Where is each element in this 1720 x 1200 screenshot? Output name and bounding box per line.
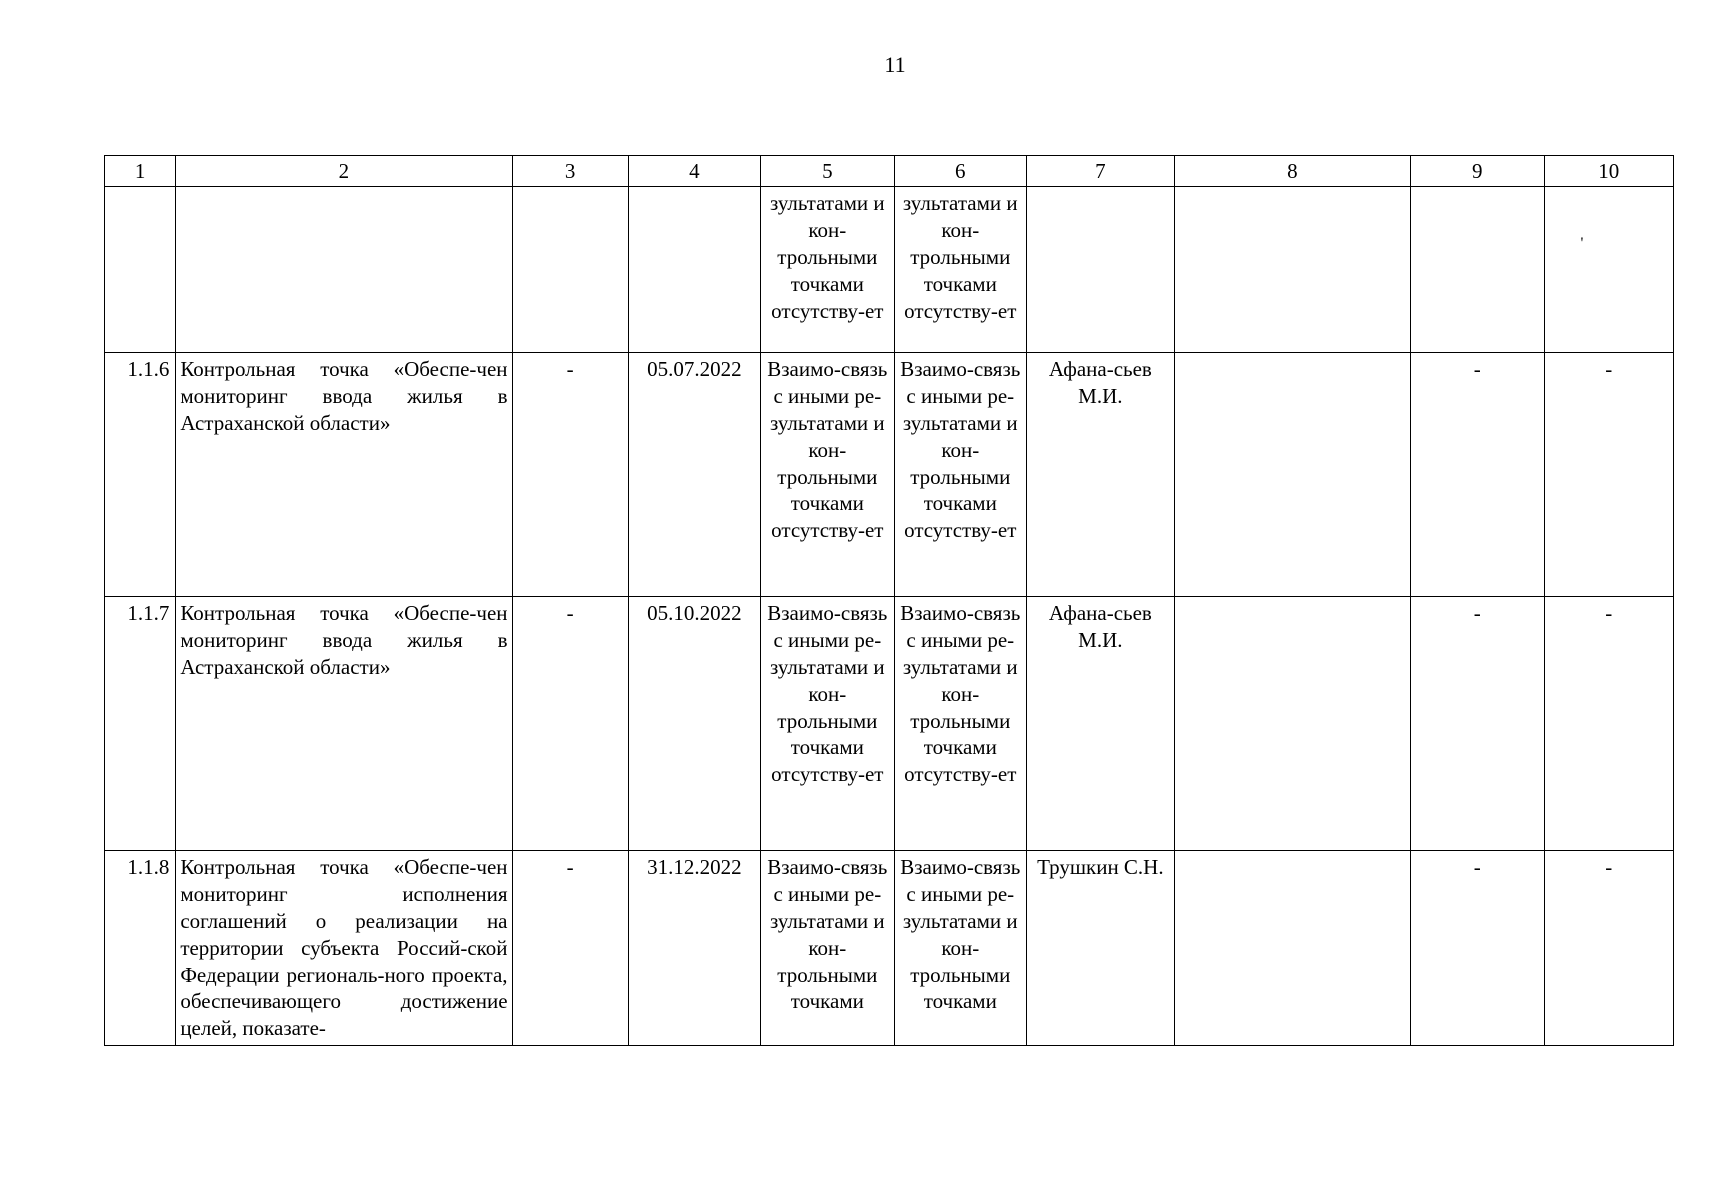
cell-empty xyxy=(1411,187,1544,353)
header-cell: 8 xyxy=(1174,156,1410,187)
cell-empty xyxy=(1174,597,1410,851)
header-cell: 5 xyxy=(761,156,894,187)
cell-date: 05.10.2022 xyxy=(628,597,760,851)
cell-date: 05.07.2022 xyxy=(628,353,760,597)
cell-dash: - xyxy=(1411,851,1544,1046)
cell-dash: - xyxy=(512,597,628,851)
cell-empty xyxy=(1174,851,1410,1046)
cell-name: Контрольная точка «Обеспе-чен мониторинг ввода жилья в Астраханской области» xyxy=(176,353,512,597)
table-header-row xyxy=(105,156,1674,187)
cell-dash: - xyxy=(1544,597,1673,851)
cell-name: Контрольная точка «Обеспе-чен мониторинг ввода жилья в Астраханской области» xyxy=(176,597,512,851)
header-cell: 2 xyxy=(176,156,512,187)
cell-empty xyxy=(105,187,176,353)
cell-number: 1.1.6 xyxy=(105,353,176,597)
cell-mark xyxy=(1544,187,1673,353)
cell-empty xyxy=(628,187,760,353)
cell-relation: Взаимо-связь с иными ре-зультатами и кон-трольными точками отсутству-ет xyxy=(761,597,894,851)
table-row xyxy=(105,353,1674,597)
cell-dash: - xyxy=(512,851,628,1046)
table-row-continuation xyxy=(105,187,1674,353)
table-row xyxy=(105,851,1674,1046)
table-row xyxy=(105,597,1674,851)
page-number: 11 xyxy=(884,52,906,77)
cell-number: 1.1.7 xyxy=(105,597,176,851)
cell-empty xyxy=(512,187,628,353)
cell-number: 1.1.8 xyxy=(105,851,176,1046)
cell-relation: Взаимо-связь с иными ре-зультатами и кон-трольными точками отсутству-ет xyxy=(894,597,1026,851)
cell-date: 31.12.2022 xyxy=(628,851,760,1046)
cell-dash: - xyxy=(1544,851,1673,1046)
cell-responsible: Афана-сьев М.И. xyxy=(1026,353,1174,597)
cell-responsible: Афана-сьев М.И. xyxy=(1026,597,1174,851)
cell-relation: зультатами и кон-трольными точками отсутству-ет xyxy=(761,187,894,353)
cell-empty xyxy=(1174,353,1410,597)
cell-relation: Взаимо-связь с иными ре-зультатами и кон-трольными точками xyxy=(761,851,894,1046)
header-cell: 6 xyxy=(894,156,1026,187)
header-cell: 10 xyxy=(1544,156,1673,187)
stray-mark: ' xyxy=(1580,235,1584,252)
cell-empty xyxy=(176,187,512,353)
header-cell: 7 xyxy=(1026,156,1174,187)
cell-empty xyxy=(1174,187,1410,353)
document-table xyxy=(104,155,1674,1046)
cell-relation: Взаимо-связь с иными ре-зультатами и кон-трольными точками отсутству-ет xyxy=(894,353,1026,597)
header-cell: 1 xyxy=(105,156,176,187)
cell-dash: - xyxy=(1411,353,1544,597)
header-cell: 3 xyxy=(512,156,628,187)
cell-relation: зультатами и кон-трольными точками отсутству-ет xyxy=(894,187,1026,353)
cell-empty xyxy=(1026,187,1174,353)
header-cell: 9 xyxy=(1411,156,1544,187)
header-cell: 4 xyxy=(628,156,760,187)
cell-responsible: Трушкин С.Н. xyxy=(1026,851,1174,1046)
cell-relation: Взаимо-связь с иными ре-зультатами и кон-трольными точками xyxy=(894,851,1026,1046)
cell-dash: - xyxy=(512,353,628,597)
cell-relation: Взаимо-связь с иными ре-зультатами и кон-трольными точками отсутству-ет xyxy=(761,353,894,597)
cell-dash: - xyxy=(1544,353,1673,597)
cell-name: Контрольная точка «Обеспе-чен мониторинг исполнения соглашений о реализации на территории субъекта Россий-ской Федерации региональ-ного проекта, обеспечивающего достижение целей, показате- xyxy=(176,851,512,1046)
cell-dash: - xyxy=(1411,597,1544,851)
